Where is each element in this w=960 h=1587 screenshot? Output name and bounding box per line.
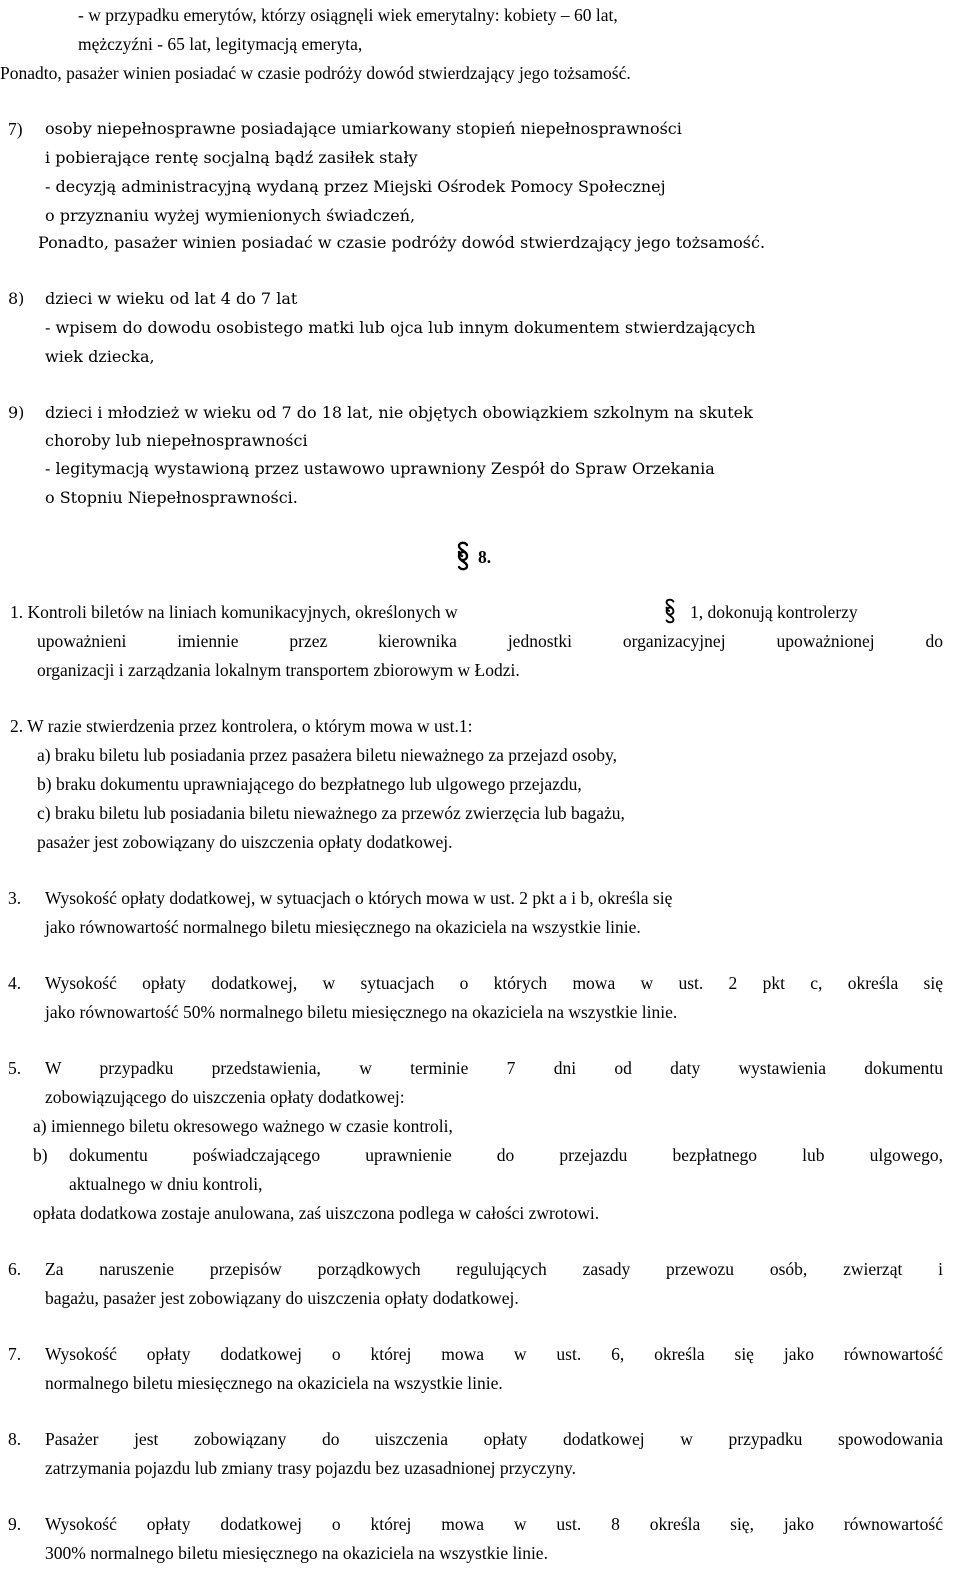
item8-line-1: dzieci w wieku od lat 4 do 7 lat (45, 289, 298, 308)
p5-item-a: a) imiennego biletu okresowego ważnego w czasie kontroli, (33, 1116, 453, 1136)
top-line-1: - w przypadku emerytów, którzy osiągnęli wiek emerytalny: kobiety – 60 lat, (78, 5, 618, 25)
item9-line-4: o Stopniu Niepełnosprawności. (45, 488, 298, 507)
item9-line-2: choroby lub niepełnosprawności (45, 431, 308, 450)
p5-item-b-label: b) (33, 1145, 48, 1165)
top-line-3: Ponadto, pasażer winien posiadać w czasie podróży dowód stwierdzający jego tożsamość. (0, 63, 631, 83)
p9-number: 9. (8, 1514, 22, 1534)
p3-line-2: jako równowartość normalnego biletu miesięcznego na okaziciela na wszystkie linie. (45, 917, 641, 937)
item9-number: 9) (8, 403, 25, 422)
item8-line-3: wiek dziecka, (45, 347, 155, 366)
p7-number: 7. (8, 1344, 22, 1364)
p2-line-1: 2. W razie stwierdzenia przez kontrolera, o którym mowa w ust.1: (10, 716, 473, 736)
p5-line-1: W przypadku przedstawienia, w terminie 7 dni od daty wystawienia dokumentu (45, 1058, 943, 1078)
p8-line-1: Pasażer jest zobowiązany do uiszczenia opłaty dodatkowej w przypadku spowodowania (45, 1429, 943, 1449)
item8-line-2: - wpisem do dowodu osobistego matki lub ojca lub innym dokumentem stwierdzających (45, 318, 756, 337)
item7-line-2: i pobierające rentę socjalną bądź zasiłek stały (45, 148, 418, 167)
p2-conclusion: pasażer jest zobowiązany do uiszczenia opłaty dodatkowej. (37, 832, 453, 852)
p2-item-a: a) braku biletu lub posiadania przez pasażera biletu nieważnego za przejazd osoby, (37, 745, 617, 765)
section-sign-icon (664, 597, 676, 625)
item7-line-4: o przyznaniu wyżej wymienionych świadczeń, (45, 206, 416, 225)
p5-line-2: zobowiązującego do uiszczenia opłaty dodatkowej: (45, 1087, 405, 1107)
p6-line-2: bagażu, pasażer jest zobowiązany do uiszczenia opłaty dodatkowej. (45, 1288, 519, 1308)
p5-item-b-line-1: dokumentu poświadczającego uprawnienie do przejazdu bezpłatnego lub ulgowego, (69, 1145, 943, 1165)
item9-line-3: - legitymacją wystawioną przez ustawowo uprawniony Zespół do Spraw Orzekania (45, 459, 715, 478)
p8-line-2: zatrzymania pojazdu lub zmiany trasy pojazdu bez uzasadnionej przyczyny. (45, 1458, 576, 1478)
item8-number: 8) (8, 289, 25, 308)
top-line-2: mężczyźni - 65 lat, legitymacją emeryta, (78, 34, 363, 54)
section-sign-icon (456, 541, 470, 571)
item7-line-5: Ponadto, pasażer winien posiadać w czasie podróży dowód stwierdzający jego tożsamość. (38, 233, 766, 252)
p5-item-b-line-2: aktualnego w dniu kontroli, (69, 1174, 263, 1194)
p5-conclusion: opłata dodatkowa zostaje anulowana, zaś uiszczona podlega w całości zwrotowi. (33, 1203, 600, 1223)
p3-line-1: Wysokość opłaty dodatkowej, w sytuacjach o których mowa w ust. 2 pkt a i b, określa się (45, 888, 673, 908)
p4-number: 4. (8, 973, 22, 993)
p1-line-1a: 1. Kontroli biletów na liniach komunikacyjnych, określonych w (10, 602, 458, 622)
item7-line-1: osoby niepełnosprawne posiadające umiarkowany stopień niepełnosprawności (45, 119, 682, 138)
p3-number: 3. (8, 888, 22, 908)
p7-line-1: Wysokość opłaty dodatkowej o której mowa w ust. 6, określa się jako równowartość (45, 1344, 943, 1364)
p1-line-1b: 1, dokonują kontrolerzy (690, 602, 858, 622)
item7-number: 7) (8, 119, 23, 139)
p6-number: 6. (8, 1259, 22, 1279)
p9-line-2: 300% normalnego biletu miesięcznego na okaziciela na wszystkie linie. (45, 1543, 548, 1563)
p6-line-1: Za naruszenie przepisów porządkowych regulujących zasady przewozu osób, zwierząt i (45, 1259, 943, 1279)
item7-line-3: - decyzją administracyjną wydaną przez Miejski Ośrodek Pomocy Społecznej (45, 177, 666, 196)
p9-line-1: Wysokość opłaty dodatkowej o której mowa w ust. 8 określa się, jako równowartość (45, 1514, 943, 1534)
p2-item-c: c) braku biletu lub posiadania biletu nieważnego za przewóz zwierzęcia lub bagażu, (37, 803, 625, 823)
p2-item-b: b) braku dokumentu uprawniającego do bezpłatnego lub ulgowego przejazdu, (37, 774, 582, 794)
p7-line-2: normalnego biletu miesięcznego na okaziciela na wszystkie linie. (45, 1373, 503, 1393)
p1-line-3: organizacji i zarządzania lokalnym transportem zbiorowym w Łodzi. (37, 660, 520, 680)
p5-number: 5. (8, 1058, 22, 1078)
item9-line-1: dzieci i młodzież w wieku od 7 do 18 lat, nie objętych obowiązkiem szkolnym na skutek (45, 403, 753, 422)
p4-line-2: jako równowartość 50% normalnego biletu miesięcznego na okaziciela na wszystkie linie. (45, 1002, 678, 1022)
p4-line-1: Wysokość opłaty dodatkowej, w sytuacjach o których mowa w ust. 2 pkt c, określa się (45, 973, 943, 993)
p1-line-2: upoważnieni imiennie przez kierownika jednostki organizacyjnej upoważnionej do (37, 631, 943, 651)
p8-number: 8. (8, 1429, 22, 1449)
section-number: 8. (478, 547, 492, 567)
